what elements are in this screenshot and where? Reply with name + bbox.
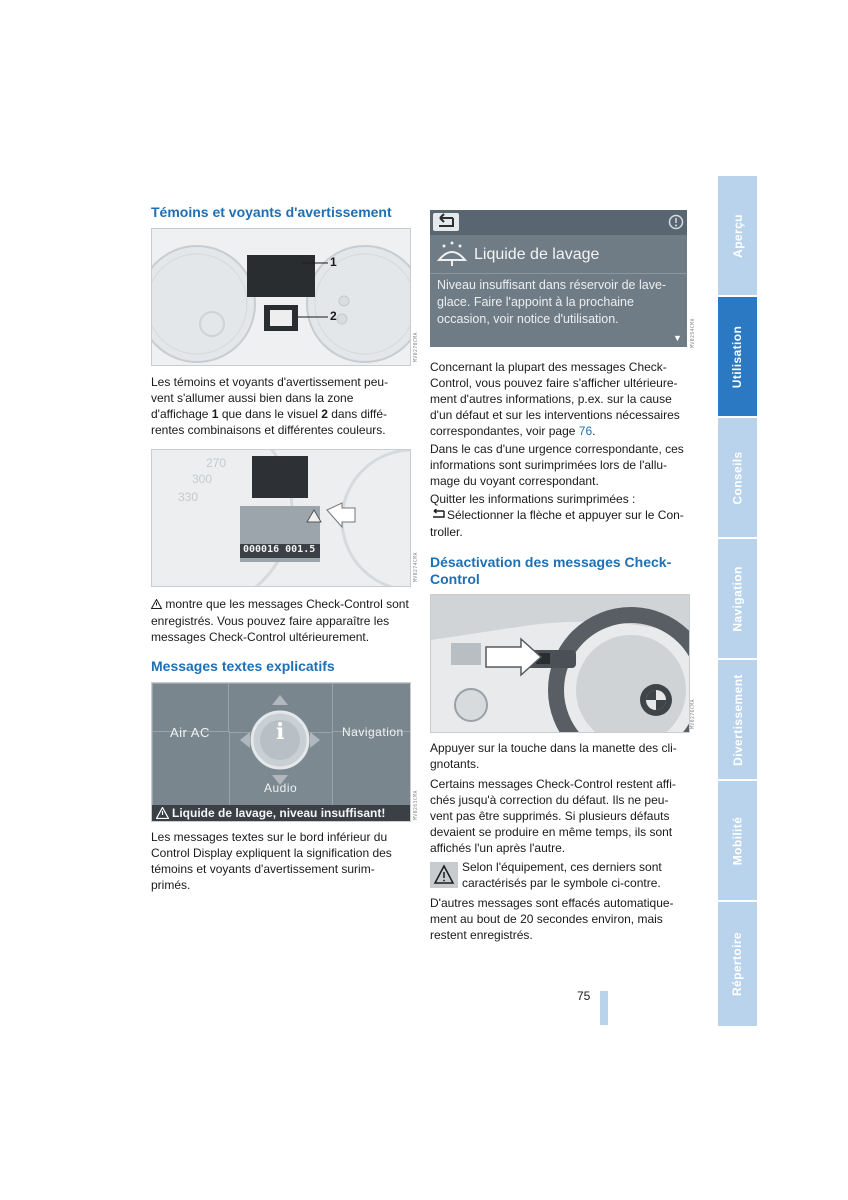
display-message: Niveau insuffisant dans réservoir de lave-glace. Faire l'appoint à la prochaine occasion, voir notice d'utilisation. xyxy=(437,278,667,326)
speed-label-300: 300 xyxy=(192,472,213,486)
display-title: Liquide de lavage xyxy=(474,246,600,263)
page-number: 75 xyxy=(577,989,591,1003)
image-code: MV0254CMA xyxy=(690,318,696,348)
settings-icon xyxy=(668,214,684,235)
warning-triangle-icon xyxy=(151,597,162,613)
menu-item-air-ac: Air AC xyxy=(170,725,210,740)
menu-item-navigation: Navigation xyxy=(342,725,404,739)
menu-item-audio: Audio xyxy=(264,781,298,795)
warning-symbol-box xyxy=(430,862,458,888)
warning-triangle-icon xyxy=(430,862,458,888)
heading-desactivation: Désactivation des messages Check-Control xyxy=(430,554,672,587)
speed-label-270: 270 xyxy=(206,456,227,470)
image-code: MV0270CMA xyxy=(413,332,419,362)
back-arrow-icon xyxy=(433,213,459,231)
page-link[interactable]: 76 xyxy=(578,424,593,438)
paragraph-appuyer: Appuyer sur la touche dans la manette des cli-gnotants. xyxy=(430,741,677,771)
paragraph-messages-textes: Les messages textes sur le bord inférieur du Control Display expliquent la signification des témoins et voyants d'avertissement surim-primés. xyxy=(151,830,392,892)
info-icon: i xyxy=(276,719,285,745)
note-equipement: Selon l'équipement, ces derniers sont caractérisés par le symbole ci-contre. xyxy=(462,860,662,890)
callout-1: 1 xyxy=(330,255,337,269)
control-display-menu-image xyxy=(151,682,411,822)
paragraph-check-control-note: montre que les messages Check-Control sont enregistrés. Vous pouvez faire apparaître les messages Check-Control ultérieurement. xyxy=(151,597,409,644)
paragraph-temoins: Les témoins et voyants d'avertissement peu-vent s'allumer aussi bien dans la zone d'affichage 1 que dans le visuel 2 dans diffé-rentes combinaisons et différentes couleurs. xyxy=(151,375,389,437)
tab-repertoire[interactable]: Répertoire xyxy=(718,902,757,1026)
callout-2: 2 xyxy=(330,309,337,323)
warning-strip: Liquide de lavage, niveau insuffisant! xyxy=(152,805,410,821)
paragraph-check-control-info: Concernant la plupart des messages Check-Control, vous pouvez faire s'afficher ultérieure-ment d'autres informations, p.ex. sur la cause d'un défaut et sur les interventions nécessaires correspondantes, voir page 76. xyxy=(430,360,680,438)
paragraph-quitter: Quitter les informations surimprimées : xyxy=(430,492,636,506)
image-code: MV0263CMA xyxy=(413,790,419,820)
tab-apercu[interactable]: Aperçu xyxy=(718,176,757,295)
paragraph-effaces: D'autres messages sont effacés automatique-ment au bout de 20 secondes environ, mais restent enregistrés. xyxy=(430,896,674,942)
paragraph-urgence: Dans le cas d'une urgence correspondante, ces informations sont surimprimées lors de l'allu-mage du voyant correspondant. xyxy=(430,442,684,488)
image-code: MV0276CMA xyxy=(690,699,696,729)
sidebar-tabs xyxy=(718,176,757,1026)
scroll-down-icon: ▼ xyxy=(673,333,682,343)
instrument-cluster-image xyxy=(151,228,411,366)
heading-messages-textes: Messages textes explicatifs xyxy=(151,658,335,674)
tab-conseils[interactable]: Conseils xyxy=(718,418,757,537)
tab-divertissement[interactable]: Divertissement xyxy=(718,660,757,779)
steering-wheel-image xyxy=(430,594,690,733)
image-code: MV0274CMA xyxy=(413,552,419,582)
paragraph-selectionner: Sélectionner la flèche et appuyer sur le Con-troller. xyxy=(430,508,684,539)
speed-label-330: 330 xyxy=(178,490,199,504)
odometer-readout: 000016 001.5 xyxy=(243,544,316,555)
tab-navigation[interactable]: Navigation xyxy=(718,539,757,658)
washer-fluid-icon xyxy=(436,240,468,273)
speedometer-warning-image xyxy=(151,449,411,587)
warning-triangle-icon xyxy=(156,807,169,822)
tab-utilisation[interactable]: Utilisation xyxy=(718,297,757,416)
tab-mobilite[interactable]: Mobilité xyxy=(718,781,757,900)
page-number-bar xyxy=(600,991,608,1025)
back-arrow-icon xyxy=(430,508,447,524)
paragraph-restent-affiches: Certains messages Check-Control restent affi-chés jusqu'à correction du défaut. Ils ne peu-vent pas être supprimés. Si plusieurs défauts devaient se produire en même temps, ils sont affichés l'un après l'autre. xyxy=(430,777,676,855)
heading-temoins: Témoins et voyants d'avertissement xyxy=(151,204,392,220)
control-display-image xyxy=(430,210,687,347)
